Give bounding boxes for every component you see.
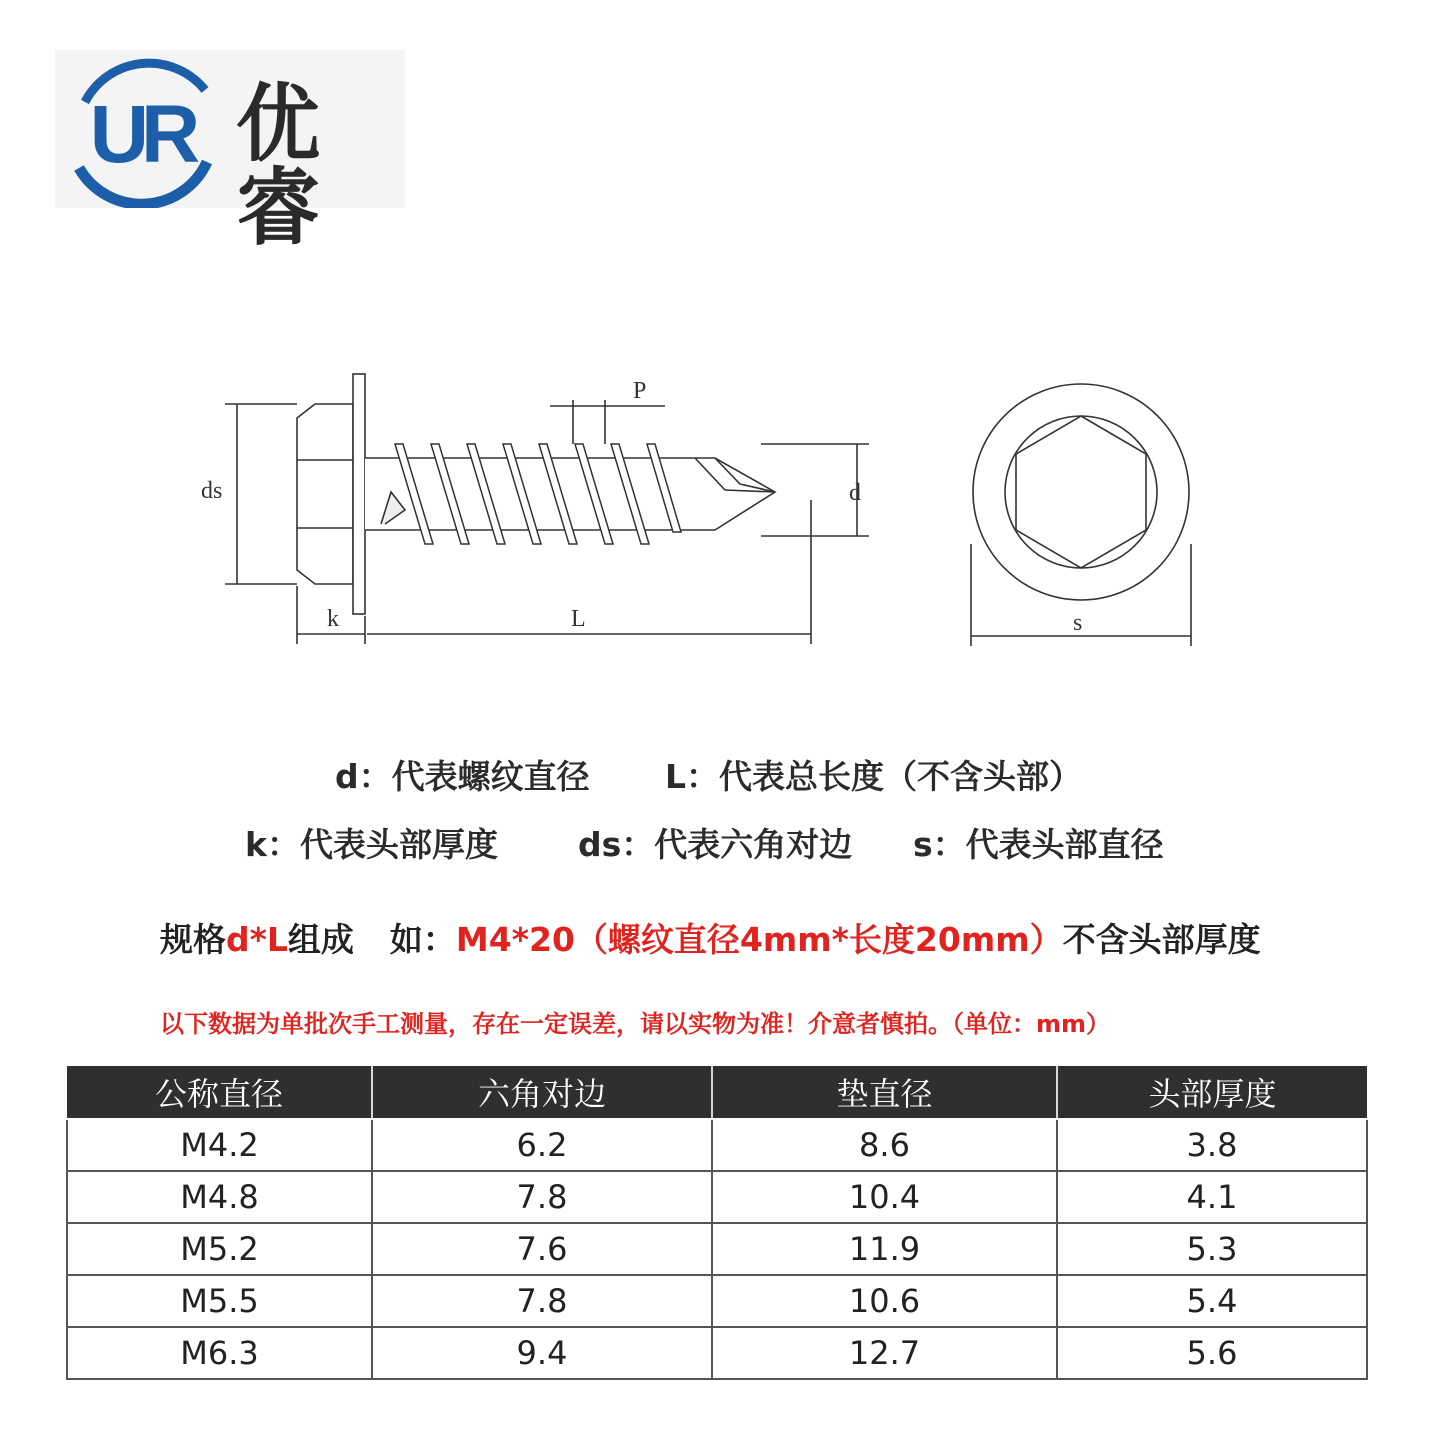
ds-dimension (201, 404, 297, 584)
table-cell: 11.9 (712, 1223, 1057, 1275)
legend-L: L：代表总长度（不含头部） (665, 757, 1083, 796)
s-label: s (1073, 610, 1083, 636)
legend-ds: ds：代表六角对边 (578, 825, 853, 864)
P-label: P (633, 378, 647, 404)
legend-k: k：代表头部厚度 (245, 825, 498, 864)
table-header-row (67, 1066, 1367, 1119)
L-label: L (571, 606, 586, 632)
k-label: k (327, 606, 339, 632)
table-row (67, 1275, 1367, 1327)
table-cell: M4.2 (67, 1119, 372, 1171)
d-label: d (849, 480, 861, 506)
brand-logo (55, 50, 405, 257)
P-dimension (550, 378, 665, 444)
table-row (67, 1327, 1367, 1379)
table-cell: 12.7 (712, 1327, 1057, 1379)
table-cell: 9.4 (372, 1327, 712, 1379)
brand-name: 优睿 (236, 75, 323, 257)
table-cell: M5.5 (67, 1275, 372, 1327)
table-cell: 7.8 (372, 1171, 712, 1223)
measurement-note: 以下数据为单批次手工测量，存在一定误差，请以实物为准！介意者慎拍。（单位：mm） (160, 1010, 1111, 1038)
table-cell: 7.6 (372, 1223, 712, 1275)
spec-explanation: 规格d*L组成 如：M4*20（螺纹直径4mm*长度20mm）不含头部厚度 (160, 920, 1261, 959)
header-hex-across-flats: 六角对边 (372, 1066, 712, 1119)
table-cell: 6.2 (372, 1119, 712, 1171)
table-cell: M4.8 (67, 1171, 372, 1223)
table-cell: 5.4 (1057, 1275, 1367, 1327)
logo-letters: UR (89, 89, 193, 180)
screw-diagram (195, 360, 1255, 660)
header-washer-diameter: 垫直径 (712, 1066, 1057, 1119)
screw-shank (365, 444, 775, 544)
legend-s: s：代表头部直径 (913, 825, 1164, 864)
table-cell: M6.3 (67, 1327, 372, 1379)
ds-label: ds (201, 478, 223, 504)
table-row (67, 1119, 1367, 1171)
table-cell: 8.6 (712, 1119, 1057, 1171)
table-cell: 3.8 (1057, 1119, 1367, 1171)
ur-logo-icon (55, 50, 225, 208)
table-cell: 7.8 (372, 1275, 712, 1327)
screw-head (297, 374, 365, 614)
d-dimension (761, 444, 869, 536)
spec-table (66, 1066, 1368, 1380)
table-row (67, 1171, 1367, 1223)
table-cell: 5.3 (1057, 1223, 1367, 1275)
table-cell: 10.6 (712, 1275, 1057, 1327)
screw-top-view (971, 384, 1191, 646)
header-nominal-diameter: 公称直径 (67, 1066, 372, 1119)
table-cell: 4.1 (1057, 1171, 1367, 1223)
table-cell: 10.4 (712, 1171, 1057, 1223)
table-cell: 5.6 (1057, 1327, 1367, 1379)
legend-d: d：代表螺纹直径 (335, 757, 590, 796)
table-row (67, 1223, 1367, 1275)
header-head-thickness: 头部厚度 (1057, 1066, 1367, 1119)
table-cell: M5.2 (67, 1223, 372, 1275)
